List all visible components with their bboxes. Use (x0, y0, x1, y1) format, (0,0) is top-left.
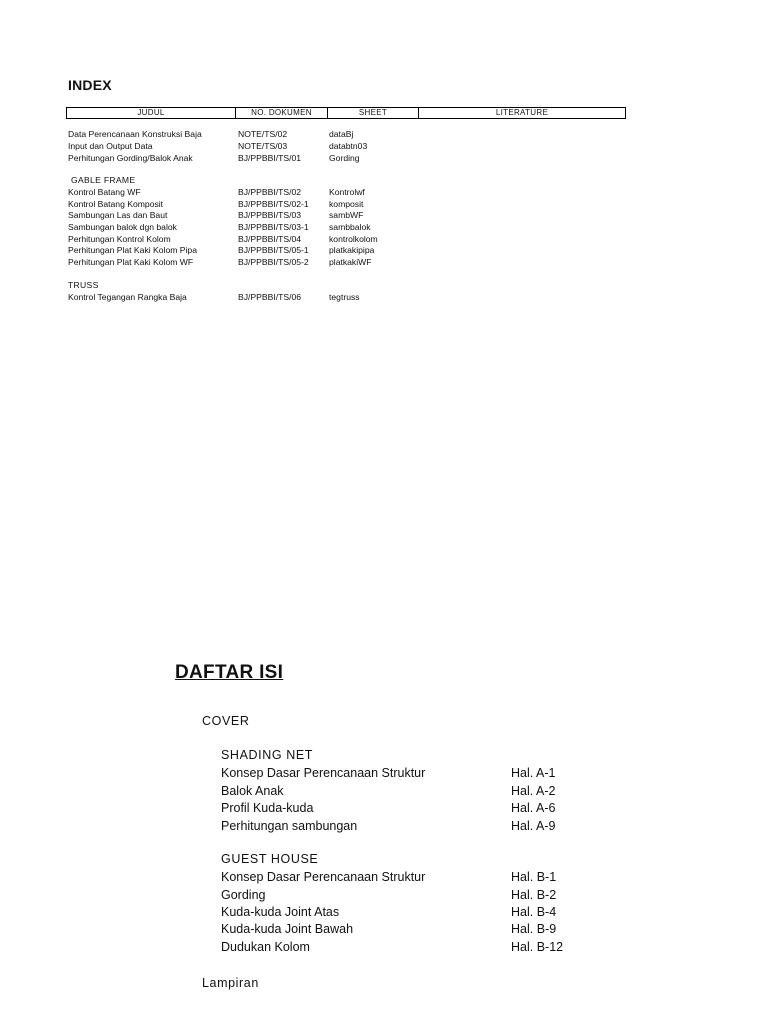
toc-cover: COVER (202, 714, 250, 728)
toc-item-page: Hal. B-4 (511, 905, 557, 919)
index-sheet: sambbalok (329, 222, 371, 232)
index-judul: Kontrol Tegangan Rangka Baja (68, 292, 187, 302)
toc-item-page: Hal. B-12 (511, 940, 564, 954)
toc-lampiran: Lampiran (202, 976, 259, 990)
index-no-dokumen: BJ/PPBBI/TS/03-1 (238, 222, 309, 232)
index-judul: Perhitungan Gording/Balok Anak (68, 153, 193, 163)
index-no-dokumen: BJ/PPBBI/TS/02 (238, 187, 302, 197)
toc-section-shading-net: SHADING NET (221, 748, 314, 762)
index-sheet: platkakipipa (329, 245, 375, 255)
toc-item-label: Konsep Dasar Perencanaan Struktur (221, 870, 426, 884)
daftar-isi-title: DAFTAR ISI (175, 662, 284, 683)
header-no-dokumen: NO. DOKUMEN (236, 108, 328, 118)
index-no-dokumen: NOTE/TS/03 (238, 141, 288, 151)
toc-item-page: Hal. A-1 (511, 766, 556, 780)
index-sheet: tegtruss (329, 292, 360, 302)
index-no-dokumen: BJ/PPBBI/TS/04 (238, 234, 302, 244)
toc-item-label: Balok Anak (221, 784, 284, 798)
index-judul: Sambungan Las dan Baut (68, 210, 168, 220)
index-no-dokumen: BJ/PPBBI/TS/03 (238, 210, 302, 220)
index-judul: Perhitungan Plat Kaki Kolom WF (68, 257, 194, 267)
toc-item-label: Kuda-kuda Joint Bawah (221, 922, 354, 936)
section-truss: TRUSS (68, 280, 99, 290)
index-judul: Sambungan balok dgn balok (68, 222, 177, 232)
index-sheet: databtn03 (329, 141, 368, 151)
toc-item-label: Dudukan Kolom (221, 940, 310, 954)
index-sheet: dataBj (329, 129, 354, 139)
toc-item-page: Hal. B-9 (511, 922, 557, 936)
toc-item-label: Konsep Dasar Perencanaan Struktur (221, 766, 426, 780)
index-judul: Perhitungan Kontrol Kolom (68, 234, 171, 244)
toc-item-page: Hal. A-6 (511, 801, 556, 815)
toc-item-page: Hal. A-9 (511, 819, 556, 833)
header-judul: JUDUL (67, 108, 236, 118)
toc-item-page: Hal. B-1 (511, 870, 557, 884)
toc-item-label: Kuda-kuda Joint Atas (221, 905, 340, 919)
index-judul: Perhitungan Plat Kaki Kolom Pipa (68, 245, 197, 255)
index-sheet: komposit (329, 199, 364, 209)
header-literature: LITERATURE (495, 108, 549, 117)
toc-item-label: Perhitungan sambungan (221, 819, 358, 833)
toc-item-label: Profil Kuda-kuda (221, 801, 314, 815)
toc-item-label: Gording (221, 888, 266, 902)
index-sheet: Gording (329, 153, 360, 163)
index-judul: Data Perencanaan Konstruksi Baja (68, 129, 202, 139)
header-sheet: SHEET (328, 108, 419, 118)
index-no-dokumen: BJ/PPBBI/TS/02-1 (238, 199, 309, 209)
index-sheet: platkakiWF (329, 257, 372, 267)
index-sheet: sambWF (329, 210, 364, 220)
index-no-dokumen: NOTE/TS/02 (238, 129, 288, 139)
toc-item-page: Hal. B-2 (511, 888, 557, 902)
section-gable-frame: GABLE FRAME (71, 175, 136, 185)
index-judul: Kontrol Batang WF (68, 187, 141, 197)
index-no-dokumen: BJ/PPBBI/TS/05-2 (238, 257, 309, 267)
index-judul: Input dan Output Data (68, 141, 153, 151)
index-no-dokumen: BJ/PPBBI/TS/05-1 (238, 245, 309, 255)
toc-item-page: Hal. A-2 (511, 784, 556, 798)
index-no-dokumen: BJ/PPBBI/TS/06 (238, 292, 302, 302)
index-sheet: Kontrolwf (329, 187, 365, 197)
toc-section-guest-house: GUEST HOUSE (221, 852, 319, 866)
index-no-dokumen: BJ/PPBBI/TS/01 (238, 153, 302, 163)
index-sheet: kontrolkolom (329, 234, 378, 244)
index-title: INDEX (68, 77, 112, 93)
index-judul: Kontrol Batang Komposit (68, 199, 164, 209)
